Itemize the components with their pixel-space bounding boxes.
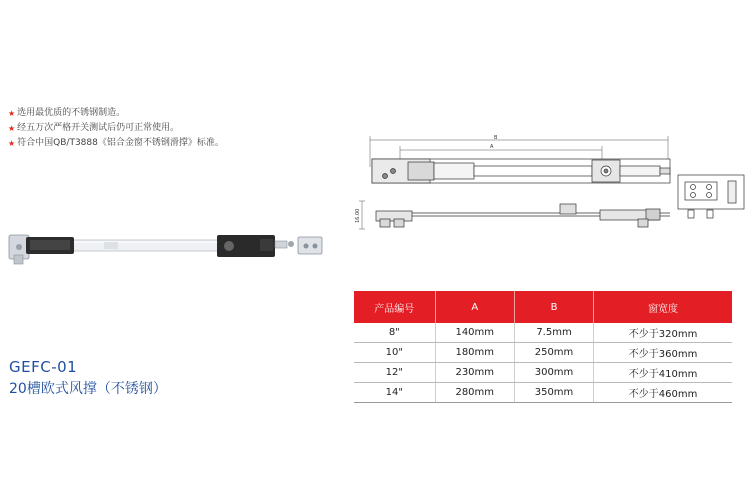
feature-list (8, 106, 224, 151)
table-cell: 250mm (514, 343, 593, 363)
table-row (354, 343, 732, 363)
dim-b-label: B (494, 135, 498, 141)
table-cell: 280mm (435, 383, 514, 403)
product-model: GEFC-01 (9, 358, 78, 376)
product-name: 20槽欧式风撑（不锈钢） (9, 381, 167, 397)
table-cell: 180mm (435, 343, 514, 363)
table-cell: 7.5mm (514, 323, 593, 343)
dim-height-label: 16.00 (355, 208, 361, 223)
table-row (354, 323, 732, 343)
table-cell: 230mm (435, 363, 514, 383)
header-b: B (514, 291, 593, 323)
star-icon: ★ (8, 124, 16, 133)
product-photo (0, 225, 345, 275)
header-product-code: 产品编号 (354, 291, 435, 323)
table-header-row (354, 291, 732, 323)
header-window-width: 窗宽度 (594, 291, 732, 323)
feature-item (8, 136, 224, 151)
feature-item (8, 121, 224, 136)
table-cell: 不少于360mm (594, 343, 732, 363)
dim-a-label: A (490, 144, 494, 150)
table-cell: 不少于320mm (594, 323, 732, 343)
feature-text: 符合中国QB/T3888《铝合金窗不锈钢滑撑》标准。 (17, 138, 224, 148)
side-view (376, 204, 670, 227)
end-view (678, 175, 744, 218)
feature-item (8, 106, 224, 121)
table-cell: 8" (354, 323, 435, 343)
star-icon: ★ (8, 109, 16, 118)
table-row (354, 363, 732, 383)
top-view (372, 159, 670, 183)
table-cell: 10" (354, 343, 435, 363)
table-cell: 不少于410mm (594, 363, 732, 383)
star-icon: ★ (8, 139, 16, 148)
table-cell: 14" (354, 383, 435, 403)
spec-table (354, 291, 732, 403)
technical-drawing (350, 133, 745, 243)
table-cell: 不少于460mm (594, 383, 732, 403)
table-cell: 12" (354, 363, 435, 383)
feature-text: 经五万次严格开关测试后仍可正常使用。 (17, 123, 180, 133)
table-cell: 350mm (514, 383, 593, 403)
table-cell: 140mm (435, 323, 514, 343)
table-row (354, 383, 732, 403)
product-title (9, 358, 167, 398)
header-a: A (435, 291, 514, 323)
table-cell: 300mm (514, 363, 593, 383)
feature-text: 选用最优质的不锈钢制造。 (17, 108, 126, 118)
